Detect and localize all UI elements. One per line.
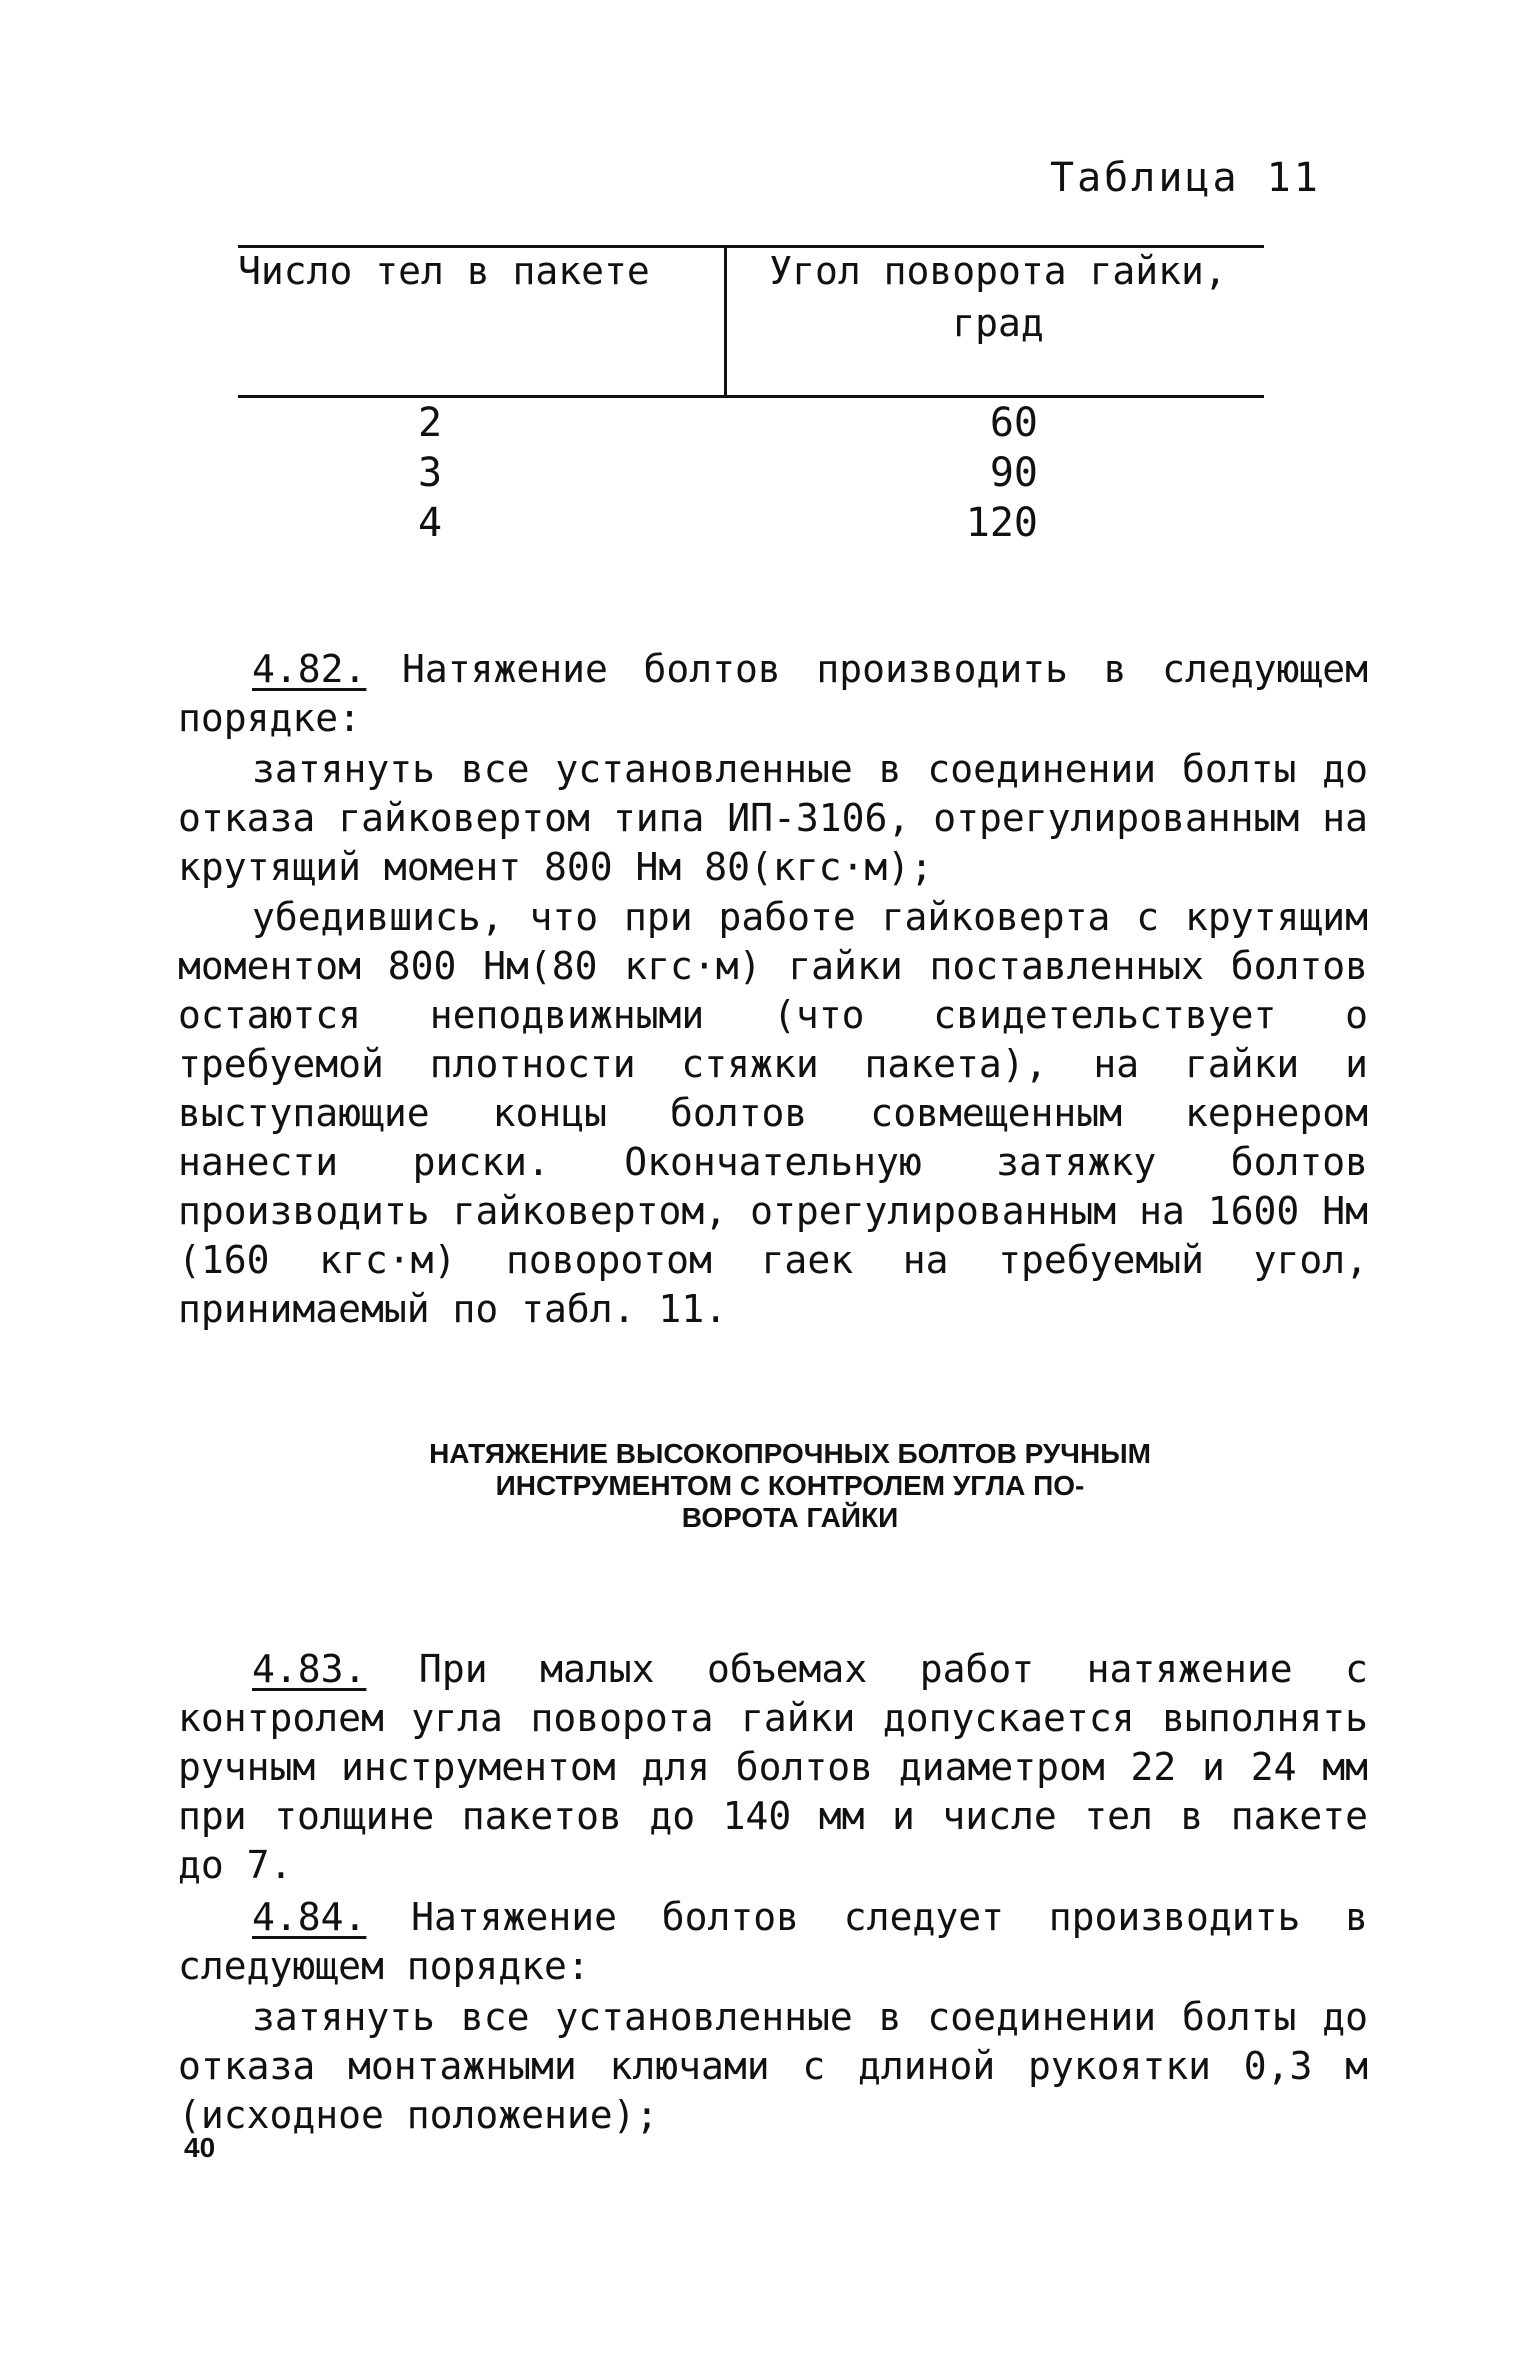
table-cell-count: 3 [418,450,443,496]
table-cell-angle: 90 [989,450,1038,496]
table-caption: Таблица 11 [1050,155,1321,201]
paragraph-text: При малых объемах работ натяжение с контролем угла поворота гайки допускается выполнять ручным инструментом для болтов диаметром 22 и 24 мм при толщине пакетов до 140 мм и числе тел в пакете до 7. [178,1647,1368,1887]
page-number: 40 [184,2132,216,2163]
section-heading-line: ВОРОТА ГАЙКИ [681,1502,899,1533]
paragraph-number: 4.82. [252,647,367,691]
paragraph-4-84 [178,1893,1368,1991]
table-column-divider [724,245,727,397]
column-header-angle-line2: град [952,301,1044,345]
paragraph-text: Натяжение болтов следует производить в следующем порядке: [178,1895,1368,1988]
table-cell-angle: 120 [965,500,1038,546]
table-cell-count: 4 [418,500,443,546]
paragraph-number: 4.83. [252,1647,367,1691]
table-cell-count: 2 [418,400,443,446]
section-heading-line: НАТЯЖЕНИЕ ВЫСОКОПРОЧНЫХ БОЛТОВ РУЧНЫМ [429,1438,1151,1469]
data-table [238,245,1264,575]
paragraph-4-83 [178,1645,1368,1890]
paragraph-number: 4.84. [252,1895,367,1939]
table-header-rule [238,395,1264,398]
paragraph-4-82 [178,645,1368,743]
column-header-angle [738,245,1258,349]
section-heading-line: ИНСТРУМЕНТОМ С КОНТРОЛЕМ УГЛА ПО- [495,1470,1085,1501]
section-heading [300,1438,1280,1534]
paragraph-4-84-step-1: затянуть все установленные в соединении болты до отказа монтажными ключами с длиной рукоятки 0,3 м (исходное положение); [178,1995,1368,2137]
paragraph-4-82-step-1: затянуть все установленные в соединении болты до отказа гайковертом типа ИП-3106, отрегулированным на крутящий момент 800 Нм 80(кгс·м); [178,747,1368,889]
column-header-count: Число тел в пакете [238,249,650,293]
column-header-angle-line1: Угол поворота гайки, [769,249,1227,293]
paragraph-4-82-step-2: убедившись, что при работе гайковерта с крутящим моментом 800 Нм(80 кгс·м) гайки поставленных болтов остаются неподвижными (что свидетельствует о требуемой плотности стяжки пакета), на гайки и выступающие концы болтов совмещенным кернером нанести риски. Окончательную затяжку болтов производить гайковертом, отрегулированным на 1600 Нм (160 кгс·м) поворотом гаек на требуемый угол, принимаемый по табл. 11. [178,895,1368,1331]
paragraph-text: Натяжение болтов производить в следующем порядке: [178,647,1368,740]
table-cell-angle: 60 [989,400,1038,446]
